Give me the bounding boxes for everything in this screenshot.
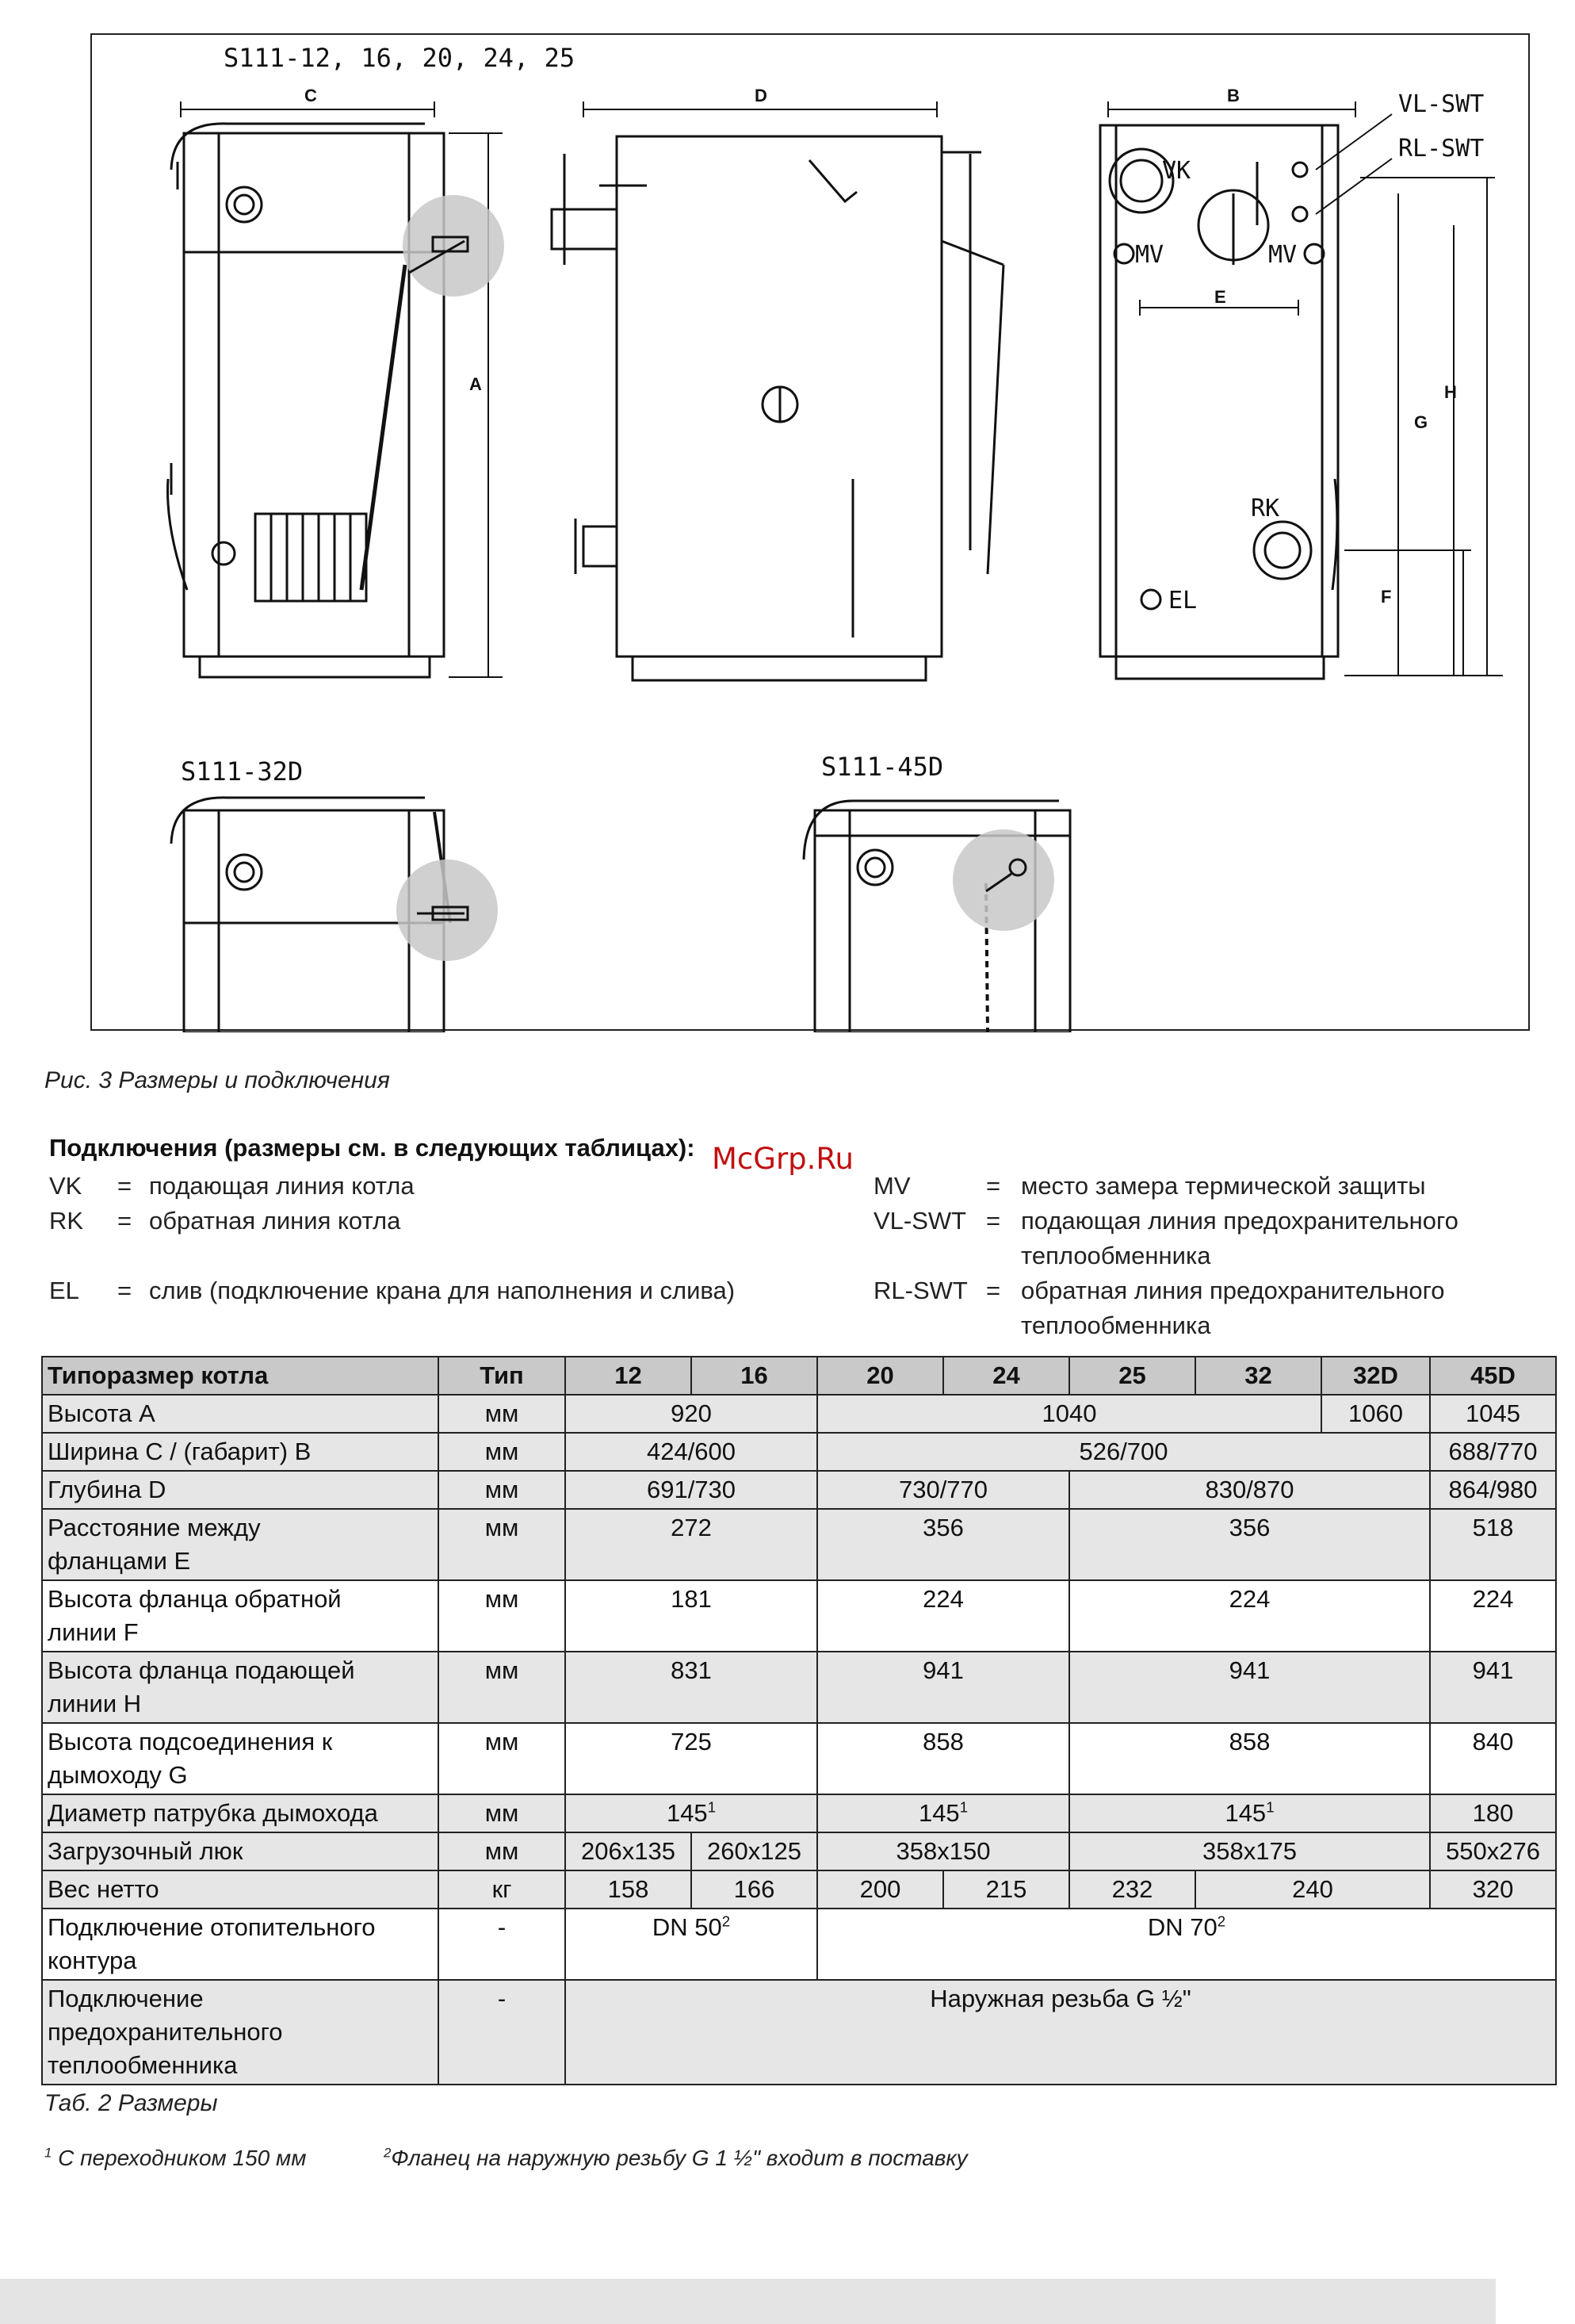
table-cell: 224 xyxy=(1430,1580,1556,1652)
table-row xyxy=(42,1723,1556,1794)
table-header: 16 xyxy=(691,1357,817,1395)
dim-label-d: D xyxy=(755,86,767,105)
row-label-line: фланцами E xyxy=(48,1547,191,1575)
footnote-number: 2 xyxy=(384,2145,392,2161)
table-cell xyxy=(565,1794,817,1832)
table-row xyxy=(42,1509,1556,1580)
table-cell: 158 xyxy=(565,1870,691,1909)
table-header: 12 xyxy=(565,1357,691,1395)
dim-label-f: F xyxy=(1381,587,1392,607)
table-cell: 200 xyxy=(817,1870,943,1909)
dim-label-b: B xyxy=(1227,86,1240,105)
table-cell: 272 xyxy=(565,1509,817,1580)
table-row xyxy=(42,1580,1556,1652)
table-cell: 730/770 xyxy=(817,1471,1069,1509)
cell-value: DN 50 xyxy=(652,1913,722,1941)
row-label-line: теплообменника xyxy=(48,2051,238,2079)
connection-desc-line: подающая линия предохранительного xyxy=(1021,1207,1458,1235)
footnote-ref: 2 xyxy=(721,1912,731,1930)
table-cell: 941 xyxy=(1430,1652,1556,1723)
table-cell: 358x175 xyxy=(1069,1832,1430,1870)
connection-item xyxy=(874,1204,1458,1273)
conn-label-rl-swt: RL-SWT xyxy=(1398,135,1485,163)
table-cell: 941 xyxy=(817,1652,1069,1723)
connection-item xyxy=(874,1273,1458,1343)
model-label-32d: S111-32D xyxy=(181,756,304,787)
table-caption: Таб. 2 Размеры xyxy=(44,2090,218,2116)
connections-left xyxy=(49,1169,735,1308)
footnote-text: С переходником 150 мм xyxy=(52,2146,307,2170)
row-unit: мм xyxy=(438,1652,565,1723)
connection-desc-line: теплообменника xyxy=(1021,1242,1211,1269)
connection-item xyxy=(49,1169,735,1204)
table-header: 32D xyxy=(1321,1357,1430,1395)
dimensions-table xyxy=(41,1356,1557,2085)
table-cell: 1040 xyxy=(817,1395,1321,1433)
row-label-line: Подключение отопительного xyxy=(48,1913,376,1941)
connection-desc: подающая линия котла xyxy=(149,1172,415,1200)
conn-label-mv-right: MV xyxy=(1268,241,1298,269)
connection-code: RK xyxy=(49,1207,84,1235)
connection-eq: = xyxy=(117,1207,132,1235)
front-view-drawing xyxy=(168,101,503,677)
row-label-line: Высота фланца подающей xyxy=(48,1656,355,1684)
row-label: Ширина С / (габарит) В xyxy=(42,1433,438,1471)
conn-label-vl-swt: VL-SWT xyxy=(1398,90,1485,118)
row-unit: мм xyxy=(438,1433,565,1471)
footnote-1 xyxy=(44,2146,306,2171)
table-cell: 1060 xyxy=(1321,1395,1430,1433)
table-cell: 858 xyxy=(817,1723,1069,1794)
row-unit: мм xyxy=(438,1471,565,1509)
table-cell: 224 xyxy=(817,1580,1069,1652)
table-cell: 688/770 xyxy=(1430,1433,1556,1471)
footnote-text: Фланец на наружную резьбу G 1 ½" входит в поставку xyxy=(391,2146,968,2170)
table-header: 25 xyxy=(1069,1357,1195,1395)
row-unit: мм xyxy=(438,1832,565,1870)
table-cell: 691/730 xyxy=(565,1471,817,1509)
footnote-ref: 1 xyxy=(959,1798,969,1816)
table-cell: 260x125 xyxy=(691,1832,817,1870)
connection-eq: = xyxy=(986,1277,1001,1304)
row-label-line: контура xyxy=(48,1947,137,1974)
row-unit: - xyxy=(438,1980,565,2085)
table-cell: 240 xyxy=(1195,1870,1430,1909)
technical-drawing-frame xyxy=(90,33,1530,1031)
table-cell: 181 xyxy=(565,1580,817,1652)
table-cell: 941 xyxy=(1069,1652,1430,1723)
table-cell: Наружная резьба G ½" xyxy=(565,1980,1556,2085)
connection-item xyxy=(874,1169,1458,1204)
table-cell: 424/600 xyxy=(565,1433,817,1471)
dim-label-a: A xyxy=(469,374,482,394)
table-row xyxy=(42,1980,1556,2085)
row-label xyxy=(42,1509,438,1580)
connection-desc xyxy=(1021,1204,1458,1273)
table-header-row xyxy=(42,1357,1556,1395)
connection-code: VL-SWT xyxy=(874,1207,967,1235)
table-cell: 858 xyxy=(1069,1723,1430,1794)
table-cell: 166 xyxy=(691,1870,817,1909)
connections-title: Подключения (размеры см. в следующих таблицах): xyxy=(49,1134,695,1162)
table-cell: 358x150 xyxy=(817,1832,1069,1870)
back-view-drawing xyxy=(1100,101,1503,679)
table-cell: 356 xyxy=(1069,1509,1430,1580)
dim-label-g: G xyxy=(1414,412,1428,432)
footnote-number: 1 xyxy=(44,2145,52,2161)
table-cell: 550x276 xyxy=(1430,1832,1556,1870)
connection-desc-line: теплообменника xyxy=(1021,1311,1211,1339)
connection-code: EL xyxy=(49,1277,79,1304)
row-label xyxy=(42,1652,438,1723)
row-unit: мм xyxy=(438,1580,565,1652)
table-cell: 180 xyxy=(1430,1794,1556,1832)
connection-code: MV xyxy=(874,1172,911,1200)
table-cell: 526/700 xyxy=(817,1433,1430,1471)
table-cell: 206x135 xyxy=(565,1832,691,1870)
table-cell: 224 xyxy=(1069,1580,1430,1652)
row-label xyxy=(42,1980,438,2085)
row-label-line: Высота фланца обратной xyxy=(48,1585,342,1613)
table-header: 32 xyxy=(1195,1357,1321,1395)
connection-code: VK xyxy=(49,1172,82,1200)
table-row xyxy=(42,1909,1556,1980)
connection-eq: = xyxy=(117,1277,132,1304)
row-label-line: Расстояние между xyxy=(48,1514,261,1541)
table-cell: 725 xyxy=(565,1723,817,1794)
watermark: McGrp.Ru xyxy=(712,1142,854,1176)
highlight-circle xyxy=(403,195,504,297)
dim-label-h: H xyxy=(1444,382,1457,402)
connection-desc xyxy=(1021,1273,1445,1343)
table-cell: 830/870 xyxy=(1069,1471,1430,1509)
connection-desc: обратная линия котла xyxy=(149,1207,401,1235)
footnote-2 xyxy=(384,2146,968,2171)
connection-code: RL-SWT xyxy=(874,1277,968,1304)
table-row xyxy=(42,1433,1556,1471)
row-label-line: линии F xyxy=(48,1618,139,1646)
row-label: Загрузочный люк xyxy=(42,1832,438,1870)
connection-item xyxy=(49,1204,735,1239)
conn-label-vk: VK xyxy=(1162,157,1191,185)
table-cell: 831 xyxy=(565,1652,817,1723)
figure-caption: Рис. 3 Размеры и подключения xyxy=(44,1067,390,1093)
conn-label-el: EL xyxy=(1168,587,1198,615)
table-cell xyxy=(565,1909,817,1980)
footnote-ref: 2 xyxy=(1217,1912,1226,1930)
boiler-drawings xyxy=(92,35,1531,1032)
row-label-line: Высота подсоединения к xyxy=(48,1728,333,1755)
connection-desc: слив (подключение крана для наполнения и слива) xyxy=(149,1277,736,1304)
conn-label-rk: RK xyxy=(1251,495,1280,523)
row-label: Диаметр патрубка дымохода xyxy=(42,1794,438,1832)
conn-label-mv-left: MV xyxy=(1135,241,1164,269)
table-cell: 518 xyxy=(1430,1509,1556,1580)
connections-right xyxy=(874,1169,1458,1343)
table-cell: 864/980 xyxy=(1430,1471,1556,1509)
table-cell xyxy=(817,1909,1556,1980)
row-unit: мм xyxy=(438,1395,565,1433)
cell-value: 145 xyxy=(666,1799,708,1827)
table-cell: 920 xyxy=(565,1395,817,1433)
connection-eq: = xyxy=(986,1207,1001,1235)
row-unit: мм xyxy=(438,1794,565,1832)
row-unit: - xyxy=(438,1909,565,1980)
connection-desc-line: обратная линия предохранительного xyxy=(1021,1277,1445,1304)
table-cell xyxy=(817,1794,1069,1832)
table-cell: 356 xyxy=(817,1509,1069,1580)
highlight-circle xyxy=(396,860,498,961)
row-label: Высота А xyxy=(42,1395,438,1433)
table-cell: 232 xyxy=(1069,1870,1195,1909)
cell-value: 145 xyxy=(1225,1799,1267,1827)
table-cell: 1045 xyxy=(1430,1395,1556,1433)
row-label xyxy=(42,1580,438,1652)
row-label-line: дымоходу G xyxy=(48,1761,188,1789)
connection-desc: место замера термической защиты xyxy=(1021,1172,1426,1200)
cell-value: 145 xyxy=(918,1799,960,1827)
row-label-line: линии H xyxy=(48,1690,142,1717)
footnote-ref: 1 xyxy=(707,1798,717,1816)
side-view-drawing xyxy=(552,101,1003,680)
table-header: 20 xyxy=(817,1357,943,1395)
connection-eq: = xyxy=(986,1172,1001,1200)
dim-label-c: C xyxy=(304,86,317,105)
connection-item xyxy=(49,1273,735,1308)
row-label xyxy=(42,1909,438,1980)
footnote-ref: 1 xyxy=(1266,1798,1275,1816)
table-row xyxy=(42,1832,1556,1870)
table-header: Типоразмер котла xyxy=(42,1357,438,1395)
table-row xyxy=(42,1395,1556,1433)
table-header: 24 xyxy=(943,1357,1069,1395)
row-unit: кг xyxy=(438,1870,565,1909)
row-unit: мм xyxy=(438,1723,565,1794)
table-cell xyxy=(1069,1794,1430,1832)
row-label: Глубина D xyxy=(42,1471,438,1509)
footer-bar xyxy=(0,2279,1496,2324)
table-cell: 320 xyxy=(1430,1870,1556,1909)
row-label-line: Подключение xyxy=(48,1985,204,2012)
table-cell: 840 xyxy=(1430,1723,1556,1794)
dim-label-e: E xyxy=(1214,287,1226,307)
table-header: Тип xyxy=(438,1357,565,1395)
table-cell: 215 xyxy=(943,1870,1069,1909)
row-unit: мм xyxy=(438,1509,565,1580)
table-header: 45D xyxy=(1430,1357,1556,1395)
table-row xyxy=(42,1652,1556,1723)
table-row xyxy=(42,1794,1556,1832)
model-label-top: S111-12, 16, 20, 24, 25 xyxy=(224,43,575,73)
cell-value: DN 70 xyxy=(1147,1913,1218,1941)
connection-eq: = xyxy=(117,1172,132,1200)
row-label-line: предохранительного xyxy=(48,2018,283,2046)
row-label xyxy=(42,1723,438,1794)
table-row xyxy=(42,1870,1556,1909)
row-label: Вес нетто xyxy=(42,1870,438,1909)
model-label-45d: S111-45D xyxy=(821,752,944,782)
table-row xyxy=(42,1471,1556,1509)
